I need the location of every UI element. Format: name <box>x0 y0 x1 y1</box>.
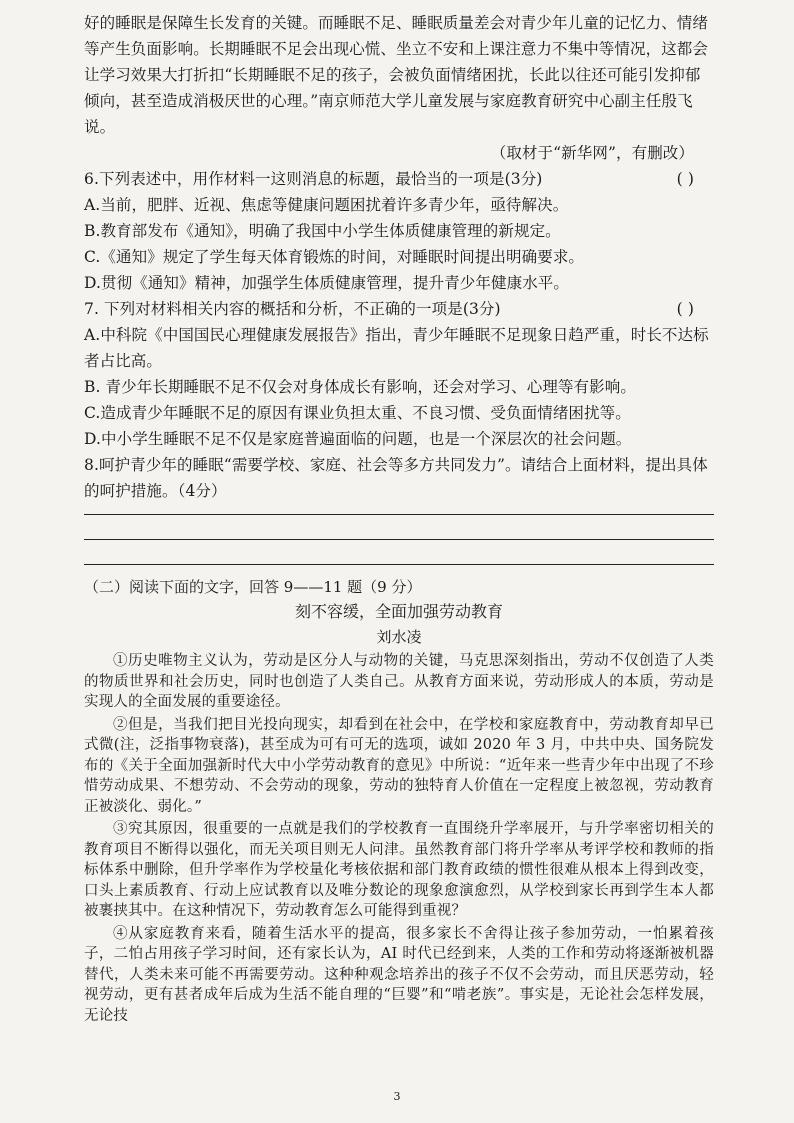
page-content <box>84 10 714 1026</box>
question-6-option-a: A.当前，肥胖、近视、焦虑等健康问题困扰着许多青少年，亟待解决。 <box>84 196 569 214</box>
article-paragraph-1: ①历史唯物主义认为，劳动是区分人与动物的关键，马克思深刻指出，劳动不仅创造了人类的物质世界和社会历史，同时也创造了人类自己。从教育方面来说，劳动形成人的本质，劳动是实现人的全面发展的重要途径。 <box>84 653 714 710</box>
question-7-answer-blank[interactable]: ( ) <box>676 300 694 318</box>
article-author: 刘水凌 <box>376 628 422 646</box>
question-8-stem: 8.呵护青少年的睡眠“需要学校、家庭、社会等多方共同发力”。请结合上面材料，提出具体的呵护措施。（4分） <box>84 456 708 500</box>
question-7-option-b: B. 青少年长期睡眠不足不仅会对身体成长有影响，还会对学习、心理等有影响。 <box>84 378 636 396</box>
question-7-option-c: C.造成青少年睡眠不足的原因有课业负担太重、不良习惯、受负面情绪困扰等。 <box>84 404 631 422</box>
question-7 <box>84 296 714 322</box>
answer-area[interactable] <box>84 514 714 565</box>
question-6-stem: 6.下列表述中，用作材料一这则消息的标题，最恰当的一项是(3分) <box>84 170 543 188</box>
answer-line[interactable] <box>84 564 714 565</box>
source-note: （取材于“新华网”，有删改） <box>490 144 694 162</box>
page-number: 3 <box>393 1090 401 1103</box>
question-6-option-c: C.《通知》规定了学生每天体育锻炼的时间，对睡眠时间提出明确要求。 <box>84 248 585 266</box>
answer-line[interactable] <box>84 539 714 540</box>
material-text: 好的睡眠是保障生长发育的关键。而睡眠不足、睡眠质量差会对青少年儿童的记忆力、情绪等产生负面影响。长期睡眠不足会出现心慌、坐立不安和上课注意力不集中等情况，这都会让学习效果大打折扣“长期睡眠不足的孩子，会被负面情绪困扰，长此以往还可能引发抑郁倾向，甚至造成消极厌世的心理。”南京师范大学儿童发展与家庭教育研究中心副主任殷飞说。 <box>84 14 709 136</box>
article-title: 刻不容缓，全面加强劳动教育 <box>294 602 503 621</box>
question-6-option-b: B.教育部发布《通知》，明确了我国中小学生体质健康管理的新规定。 <box>84 222 561 240</box>
section-2-title: （二）阅读下面的文字，回答 9——11 题（9 分） <box>84 578 422 596</box>
article-paragraph-4: ④从家庭教育来看，随着生活水平的提高，很多家长不舍得让孩子参加劳动，一怕累着孩子，二怕占用孩子学习时间，还有家长认为，AI 时代已经到来，人类的工作和劳动将逐渐被机器替代，人类未来可能不再需要劳动。这种种观念培养出的孩子不仅不会劳动，而且厌恶劳动，轻视劳动，更有甚者成年后成为生活不能自理的“巨婴”和“啃老族”。事实是，无论社会怎样发展，无论技 <box>84 925 714 1024</box>
article-paragraph-3: ③究其原因，很重要的一点就是我们的学校教育一直围绕升学率展开，与升学率密切相关的教育项目不断得以强化，而无关项目则无人问津。虽然教育部门将升学率从考评学校和教师的指标体系中删除，但升学率作为学校量化考核依据和部门教育政绩的惯性很难从根本上得到改变，口头上素质教育、行动上应试教育以及唯分数论的现象愈演愈烈，从学校到家长再到学生本人都被裹挟其中。在这种情况下，劳动教育怎么可能得到重视？ <box>84 821 714 919</box>
question-6-option-d: D.贯彻《通知》精神，加强学生体质健康管理，提升青少年健康水平。 <box>84 274 570 292</box>
question-7-option-d: D.中小学生睡眠不足不仅是家庭普遍面临的问题，也是一个深层次的社会问题。 <box>84 430 632 448</box>
question-6-answer-blank[interactable]: ( ) <box>676 170 694 188</box>
answer-line[interactable] <box>84 514 714 515</box>
question-7-stem: 7. 下列对材料相关内容的概括和分析，不正确的一项是(3分) <box>84 300 501 318</box>
question-6 <box>84 166 714 192</box>
question-7-option-a: A.中科院《中国国民心理健康发展报告》指出，青少年睡眠不足现象日趋严重，时长不达标者占比高。 <box>84 326 709 370</box>
article-paragraph-2: ②但是，当我们把目光投向现实，却看到在社会中，在学校和家庭教育中，劳动教育却早已式微(注，泛指事物衰落)，甚至成为可有可无的选项，诚如 2020 年 3 月，中共中央、国务院发布的《关于全面加强新时代大中小学劳动教育的意见》中所说：“近年来一些青少年中出现了不珍惜劳动成果、不想劳动、不会劳动的现象，劳动的独特育人价值在一定程度上被忽视，劳动教育正被淡化、弱化。” <box>84 716 714 815</box>
